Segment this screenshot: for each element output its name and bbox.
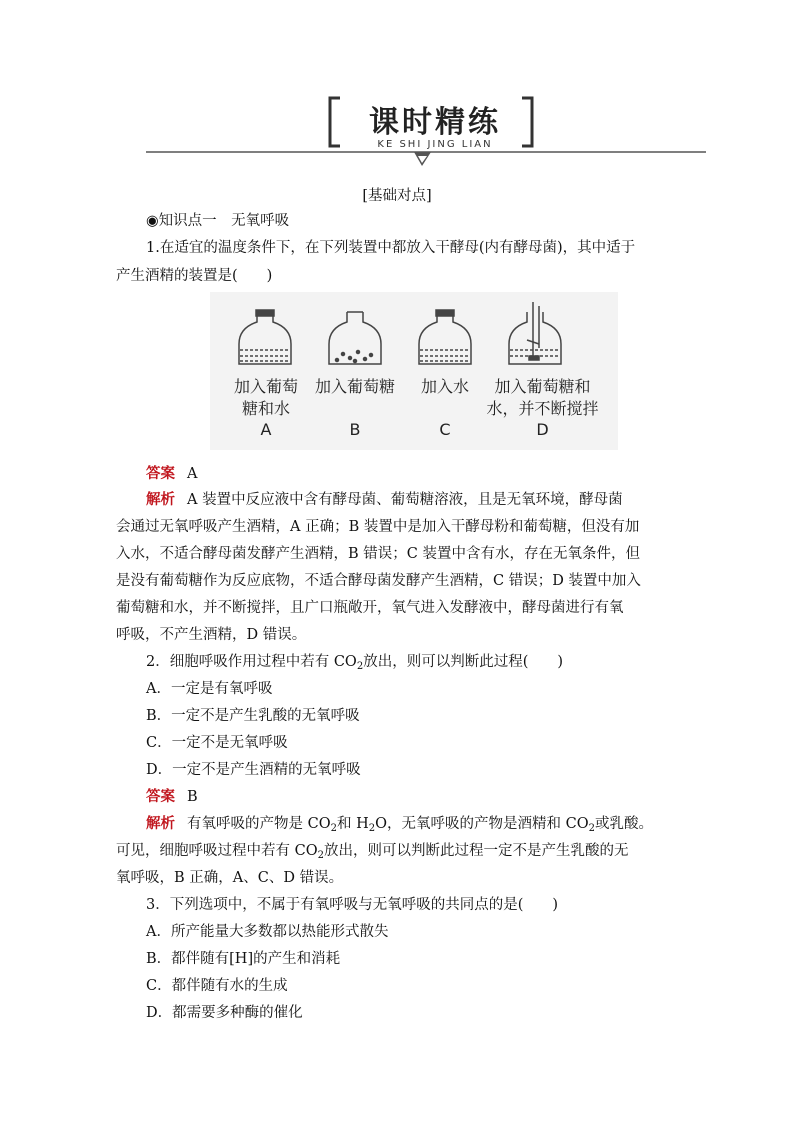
q3-option-d: D．都需要多种酶的催化 xyxy=(146,1005,303,1021)
q1-stem-line2: 产生酒精的装置是( ) xyxy=(116,268,273,284)
q3-stem: 3．下列选项中，不属于有氧呼吸与无氧呼吸的共同点的是( ) xyxy=(146,897,559,913)
flask-a-label-1: 加入葡萄 xyxy=(233,377,298,396)
q2-analysis-line3: 氧呼吸，B 正确，A、C、D 错误。 xyxy=(116,870,344,886)
q3-option-b: B．都伴随有[H]的产生和消耗 xyxy=(146,951,341,967)
q1-analysis-line6: 呼吸，不产生酒精，D 错误。 xyxy=(116,627,307,643)
q2-stem: 2．细胞呼吸作用过程中若有 $CO_2$放出，则可以判断此过程( ) xyxy=(146,654,564,672)
q2-answer: 答案 B xyxy=(146,788,198,805)
section-label: [基础对点] xyxy=(362,188,432,204)
page-title: 课时精练 xyxy=(369,105,501,140)
analysis-tag: 解析 xyxy=(146,815,175,832)
flask-c-label: 加入水 xyxy=(420,377,469,396)
flask-a-label-2: 糖和水 xyxy=(241,399,290,418)
q1-analysis-line3: 入水，不适合酵母菌发酵产生酒精，B 错误；C 装置中含有水，存在无氧条件，但 xyxy=(116,546,640,562)
flask-a-letter: A xyxy=(260,420,272,439)
q1-analysis-line1: 解析 A 装置中反应液中含有酵母菌、葡萄糖溶液，且是无氧环境，酵母菌 xyxy=(146,491,623,508)
q1-analysis-line4: 是没有葡萄糖作为反应底物，不适合酵母菌发酵产生酒精，C 错误；D 装置中加入 xyxy=(116,573,641,589)
q2-option-c: C．一定不是无氧呼吸 xyxy=(146,735,288,751)
flask-c-letter: C xyxy=(439,420,451,439)
knowledge-point: ◉知识点一 无氧呼吸 xyxy=(146,213,290,229)
q2-option-b: B．一定不是产生乳酸的无氧呼吸 xyxy=(146,708,360,724)
q1-stem-line1: 1.在适宜的温度条件下，在下列装置中都放入干酵母(内有酵母菌)，其中适于 xyxy=(146,240,636,256)
flask-b-label: 加入葡萄糖 xyxy=(314,377,395,396)
page-subtitle: KE SHI JING LIAN xyxy=(377,139,493,150)
q2-analysis-line2: 可见，细胞呼吸过程中若有 $CO_2$放出，则可以判断此过程一定不是产生乳酸的无 xyxy=(116,843,629,861)
flask-b-icon xyxy=(329,312,381,364)
answer-tag: 答案 xyxy=(146,465,175,482)
q3-option-a: A．所产能量大多数都以热能形式散失 xyxy=(146,924,389,940)
q3-option-c: C．都伴随有水的生成 xyxy=(146,978,288,994)
flask-d-letter: D xyxy=(536,420,549,439)
q2-analysis-line1: 解析 有氧呼吸的产物是 $CO_2$和 $H_2O$，无氧呼吸的产物是酒精和 $CO_2$或乳酸。 xyxy=(146,815,653,834)
flask-d-label-2: 水，并不断搅拌 xyxy=(486,399,599,418)
answer-tag: 答案 xyxy=(146,788,175,805)
q2-option-a: A．一定是有氧呼吸 xyxy=(146,681,273,697)
q1-analysis-line2: 会通过无氧呼吸产生酒精，A 正确；B 装置中是加入干酵母粉和葡萄糖，但没有加 xyxy=(116,519,640,535)
q1-figure xyxy=(210,292,618,450)
q2-option-d: D．一定不是产生酒精的无氧呼吸 xyxy=(146,762,361,778)
flask-c-icon xyxy=(419,310,471,364)
q1-answer: 答案 A xyxy=(146,465,198,482)
flask-d-label-1: 加入葡萄糖和 xyxy=(494,377,591,396)
target-icon: ◉ xyxy=(146,213,159,229)
header-banner xyxy=(0,0,794,175)
flask-d-icon xyxy=(509,302,561,364)
analysis-tag: 解析 xyxy=(146,491,175,508)
flask-b-letter: B xyxy=(349,420,361,439)
flask-a-icon xyxy=(239,310,291,364)
q1-analysis-line5: 葡萄糖和水，并不断搅拌，且广口瓶敞开，氧气进入发酵液中，酵母菌进行有氧 xyxy=(116,600,624,616)
